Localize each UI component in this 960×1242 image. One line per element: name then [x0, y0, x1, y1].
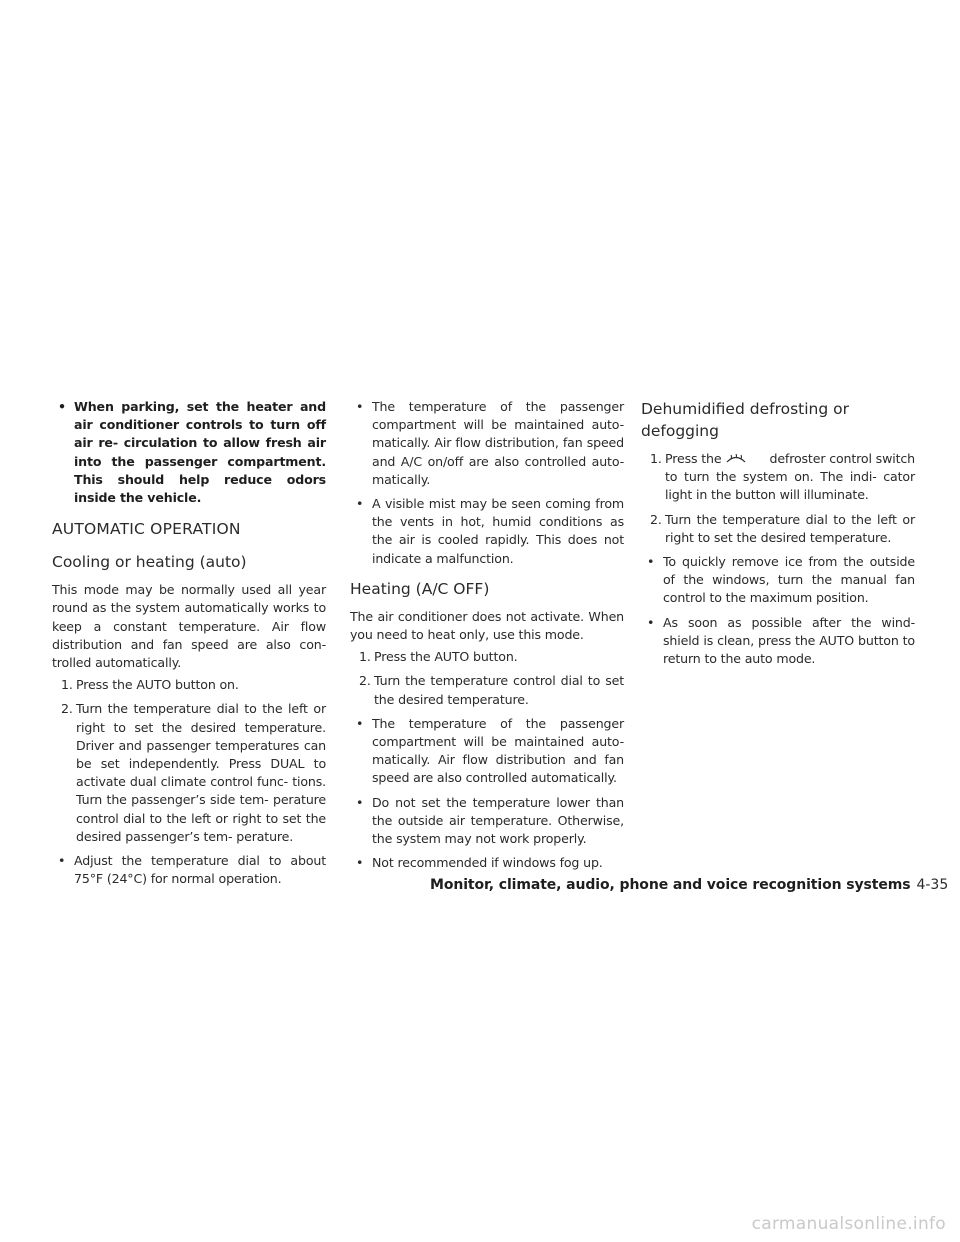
defroster-icon	[725, 451, 747, 463]
watermark: carmanualsonline.info	[751, 1214, 946, 1234]
section-heading-automatic-operation: AUTOMATIC OPERATION	[52, 520, 241, 539]
bullet-remove-ice: • To quickly remove ice from the outside of the windows, turn the manual fan control to the maximum position.	[647, 554, 915, 606]
bullet-marker: •	[58, 399, 66, 414]
bullet-adjust-temperature: • Adjust the temperature dial to about 75°F (24°C) for normal operation.	[58, 853, 326, 887]
defrost-step-1: 1. Press the defroster control switch to turn the system on. The indi- cator light in the button will illuminate.	[650, 451, 915, 503]
step-1: 1. Press the AUTO button on.	[61, 677, 239, 693]
bullet-return-auto: • As soon as possible after the wind- shield is clean, press the AUTO button to return to the auto mode.	[647, 614, 915, 667]
defrost-step-2: 2. Turn the temperature dial to the left or right to set the desired temperature.	[650, 511, 915, 545]
warning-bullet: • When parking, set the heater and air conditioner controls to turn off air re- circulation to allow fresh air into the passenger compartment. This should help reduce odors inside the vehicle.	[58, 399, 326, 506]
heating-intro-paragraph: The air conditioner does not activate. When you need to heat only, use this mode.	[350, 608, 624, 643]
page-footer	[430, 875, 949, 895]
bullet-not-recommended: • Not recommended if windows fog up.	[356, 855, 603, 871]
step-2: 2. Turn the temperature dial to the left or right to set the desired temperature. Driver and passenger temperatures can be set independently. Press DUAL to activate dual climate control func- tions. Turn the passenger’s side tem- perature control dial to the left or right to set the desired passenger’s tem- perature.	[61, 701, 326, 844]
heating-step-1: 1. Press the AUTO button.	[359, 649, 518, 665]
column-right	[641, 398, 915, 668]
footer-section-title: Monitor, climate, audio, phone and voice recognition systems	[430, 877, 911, 893]
bullet-temperature-maintained: • The temperature of the passenger compartment will be maintained auto- matically. Air flow distribution, fan speed and A/C on/off are also controlled auto- matically.	[356, 399, 624, 487]
heating-step-2: 2. Turn the temperature control dial to set the desired temperature.	[359, 673, 624, 707]
intro-paragraph: This mode may be normally used all year round as the system automatically works to keep a constant temperature. Air flow distribution and fan speed are also con- trolled automatically.	[52, 582, 326, 671]
page-number: 4-35	[916, 877, 949, 893]
bullet-heating-temperature-maintained: • The temperature of the passenger compartment will be maintained auto- matically. Air flow distribution and fan speed are also controlled automatically.	[356, 715, 624, 786]
subheading-heating-ac-off: Heating (A/C OFF)	[350, 579, 490, 598]
bullet-visible-mist: • A visible mist may be seen coming from the vents in hot, humid conditions as the air is cooled rapidly. This does not indicate a malfunction.	[356, 496, 624, 566]
column-left	[52, 398, 326, 888]
column-middle	[350, 398, 624, 872]
subheading-dehumidified-defrosting: Dehumidified defrosting or defogging	[641, 400, 849, 440]
bullet-do-not-set-lower: • Do not set the temperature lower than the outside air temperature. Otherwise, the system may not work properly.	[356, 794, 624, 847]
subheading-cooling-heating-auto: Cooling or heating (auto)	[52, 553, 247, 572]
